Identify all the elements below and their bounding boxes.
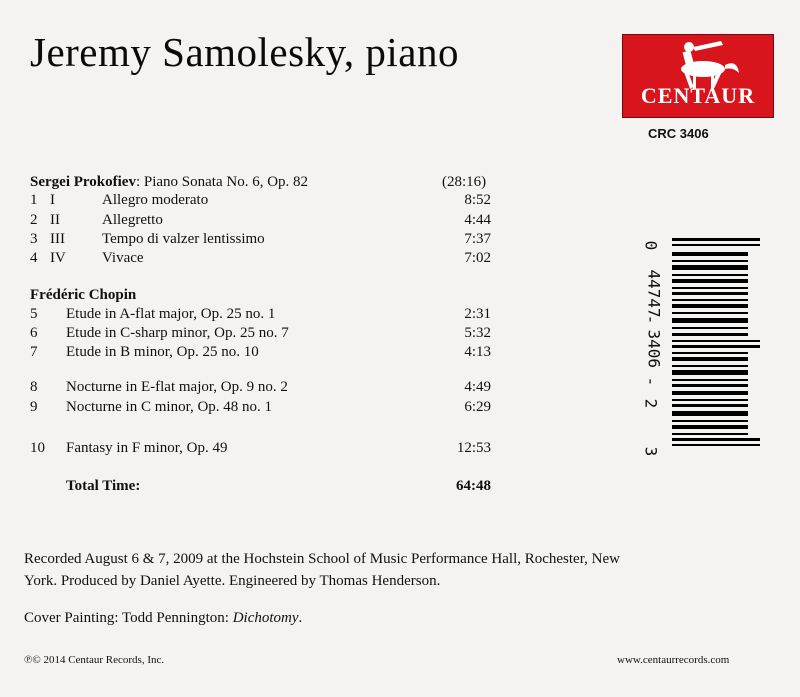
- movement-number: I: [50, 192, 55, 208]
- track-row: [30, 379, 500, 399]
- track-row: [30, 325, 500, 345]
- track-title: Nocturne in E-flat major, Op. 9 no. 2: [66, 379, 288, 395]
- track-number: 4: [30, 250, 38, 266]
- cover-credit-prefix: Cover Painting: Todd Pennington:: [24, 610, 233, 626]
- total-time-label: Total Time:: [66, 478, 141, 494]
- movement-number: II: [50, 212, 60, 228]
- track-duration: 6:29: [464, 399, 491, 415]
- cover-credit: [24, 610, 302, 627]
- track-title: Tempo di valzer lentissimo: [102, 231, 265, 247]
- track-number: 7: [30, 344, 38, 360]
- track-title: Fantasy in F minor, Op. 49: [66, 440, 228, 456]
- track-duration: 2:31: [464, 306, 491, 322]
- recording-credits: [24, 548, 624, 592]
- barcode-separator: -: [641, 376, 661, 387]
- website-url: www.centaurrecords.com: [617, 654, 730, 666]
- track-row: [30, 344, 500, 364]
- barcode-digit-group: 44747: [644, 269, 664, 318]
- movement-number: IV: [50, 250, 66, 266]
- track-number: 2: [30, 212, 38, 228]
- track-duration: 12:53: [456, 440, 491, 456]
- barcode-digit-group: 3: [641, 446, 661, 457]
- track-duration: 4:44: [464, 212, 491, 228]
- barcode-digits: [641, 234, 668, 464]
- track-duration: 7:02: [464, 250, 491, 266]
- track-number: 3: [30, 231, 38, 247]
- chopin-header: [30, 287, 136, 307]
- composer-name: Frédéric Chopin: [30, 287, 137, 303]
- track-title: Etude in C-sharp minor, Op. 25 no. 7: [66, 325, 289, 341]
- track-row: [30, 212, 500, 232]
- work-duration: (28:16): [442, 174, 487, 190]
- barcode-separator: -: [641, 314, 661, 325]
- track-number: 8: [30, 379, 38, 395]
- track-row: [30, 250, 500, 270]
- track-number: 5: [30, 306, 38, 322]
- logo-label: CENTAUR: [640, 83, 756, 108]
- track-title: Nocturne in C minor, Op. 48 no. 1: [66, 399, 273, 415]
- track-row: [30, 192, 500, 212]
- track-number: 9: [30, 399, 38, 415]
- work-title: : Piano Sonata No. 6, Op. 82: [135, 174, 309, 190]
- cover-credit-suffix: .: [298, 610, 303, 626]
- track-number: 1: [30, 192, 38, 208]
- total-time-value: 64:48: [456, 478, 491, 494]
- track-duration: 5:32: [464, 325, 491, 341]
- prokofiev-header: [30, 174, 487, 194]
- barcode-digit-group: 2: [641, 398, 661, 409]
- track-title: Etude in A-flat major, Op. 25 no. 1: [66, 306, 276, 322]
- track-row: [30, 399, 500, 419]
- composer-name: Sergei Prokofiev: [30, 174, 136, 190]
- track-number: 6: [30, 325, 38, 341]
- track-row: [30, 440, 500, 460]
- barcode-bars: [672, 234, 762, 464]
- track-title: Allegro moderato: [102, 192, 209, 208]
- track-title: Etude in B minor, Op. 25 no. 10: [66, 344, 259, 360]
- track-row: [30, 231, 500, 251]
- centaur-logo: [622, 34, 774, 118]
- recording-info: Recorded August 6 & 7, 2009 at the Hochstein School of Music Performance Hall, Rochester, New York. Produced by Daniel Ayette. Engineered by Thomas Henderson.: [24, 551, 620, 589]
- track-title: Vivace: [102, 250, 144, 266]
- track-duration: 7:37: [464, 231, 491, 247]
- movement-number: III: [50, 231, 65, 247]
- barcode-digit-group: 0: [641, 240, 661, 251]
- track-duration: 4:13: [464, 344, 491, 360]
- track-title: Allegretto: [102, 212, 163, 228]
- track-duration: 4:49: [464, 379, 491, 395]
- track-duration: 8:52: [464, 192, 491, 208]
- catalog-number: CRC 3406: [648, 126, 709, 141]
- album-title: Jeremy Samolesky, piano: [30, 29, 460, 75]
- copyright-notice: ℗© 2014 Centaur Records, Inc.: [24, 654, 165, 666]
- cover-painting-title: Dichotomy: [232, 610, 299, 626]
- track-number: 10: [30, 440, 45, 456]
- track-row: [30, 306, 500, 326]
- barcode-digit-group: 3406: [644, 329, 664, 369]
- upc-barcode: [641, 234, 762, 464]
